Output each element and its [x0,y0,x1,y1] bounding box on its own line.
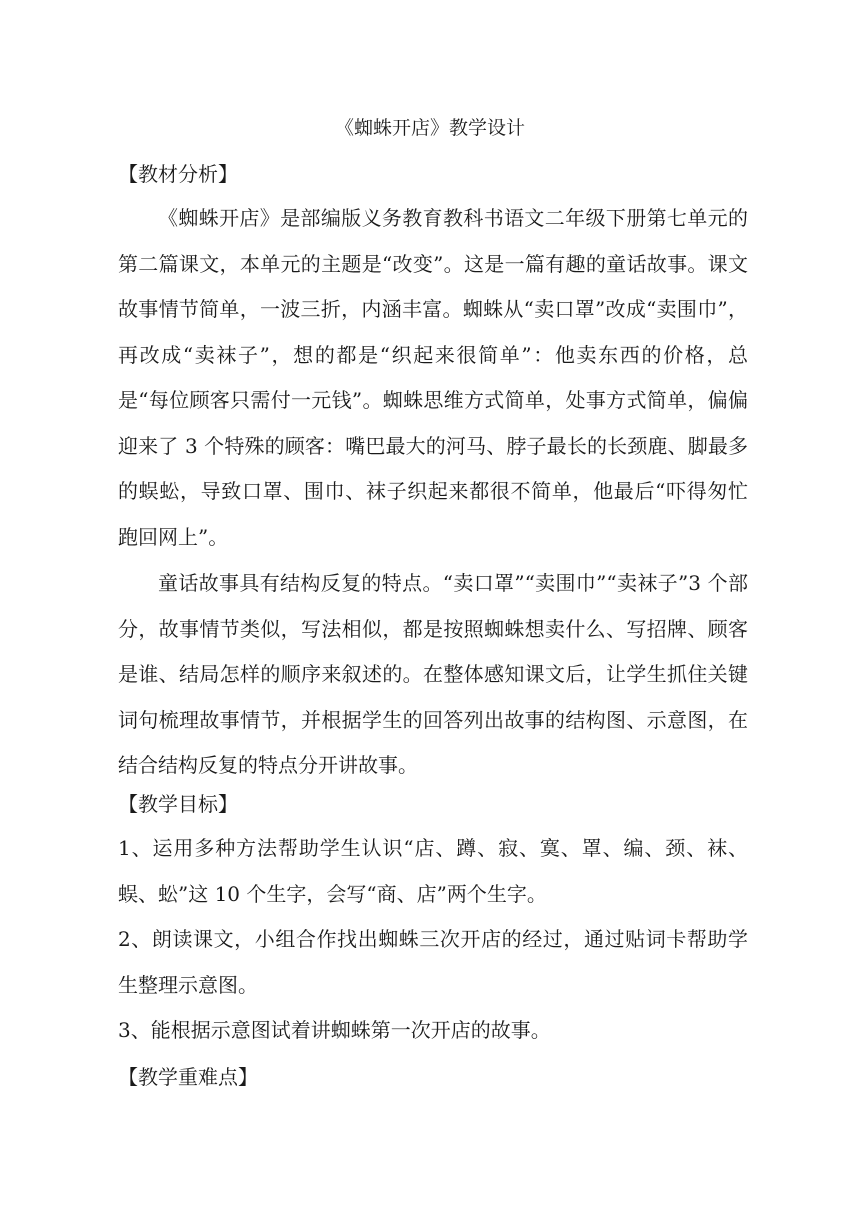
section-heading-textbook-analysis: 【教材分析】 [118,162,238,186]
goal-item-2: 2、朗读课文，小组合作找出蜘蛛三次开店的经过，通过贴词卡帮助学生整理示意图。 [118,927,748,997]
document-title: 《蜘蛛开店》教学设计 [334,117,525,139]
paragraph-analysis-1: 《蜘蛛开店》是部编版义务教育教科书语文二年级下册第七单元的第二篇课文，本单元的主题是“改变”。这是一篇有趣的童话故事。课文故事情节简单，一波三折，内涵丰富。蜘蛛从“卖口罩”改成“卖围巾”，再改成“卖袜子”，想的都是“织起来很简单”：他卖东西的价格，总是“每位顾客只需付一元钱”。蜘蛛思维方式简单，处事方式简单，偏偏迎来了 3 个特殊的顾客：嘴巴最大的河马、脖子最长的长颈鹿、脚最多的蜈蚣，导致口罩、围巾、袜子织起来都很不简单，他最后“吓得匆忙跑回网上”。 [118,206,748,549]
goal-item-1: 1、运用多种方法帮助学生认识“店、蹲、寂、寞、罩、编、颈、袜、蜈、蚣”这 10 个生字，会写“商、店”两个生字。 [118,836,748,906]
section-heading-key-difficulties: 【教学重难点】 [118,1065,258,1089]
goal-item-3: 3、能根据示意图试着讲蜘蛛第一次开店的故事。 [118,1018,551,1042]
paragraph-analysis-2: 童话故事具有结构反复的特点。“卖口罩”“卖围巾”“卖袜子”3 个部分，故事情节类似，写法相似，都是按照蜘蛛想卖什么、写招牌、顾客是谁、结局怎样的顺序来叙述的。在整体感知课文后，让学生抓住关键词句梳理故事情节，并根据学生的回答列出故事的结构图、示意图，在结合结构反复的特点分开讲故事。 [118,571,748,777]
section-heading-teaching-goals: 【教学目标】 [118,792,238,816]
